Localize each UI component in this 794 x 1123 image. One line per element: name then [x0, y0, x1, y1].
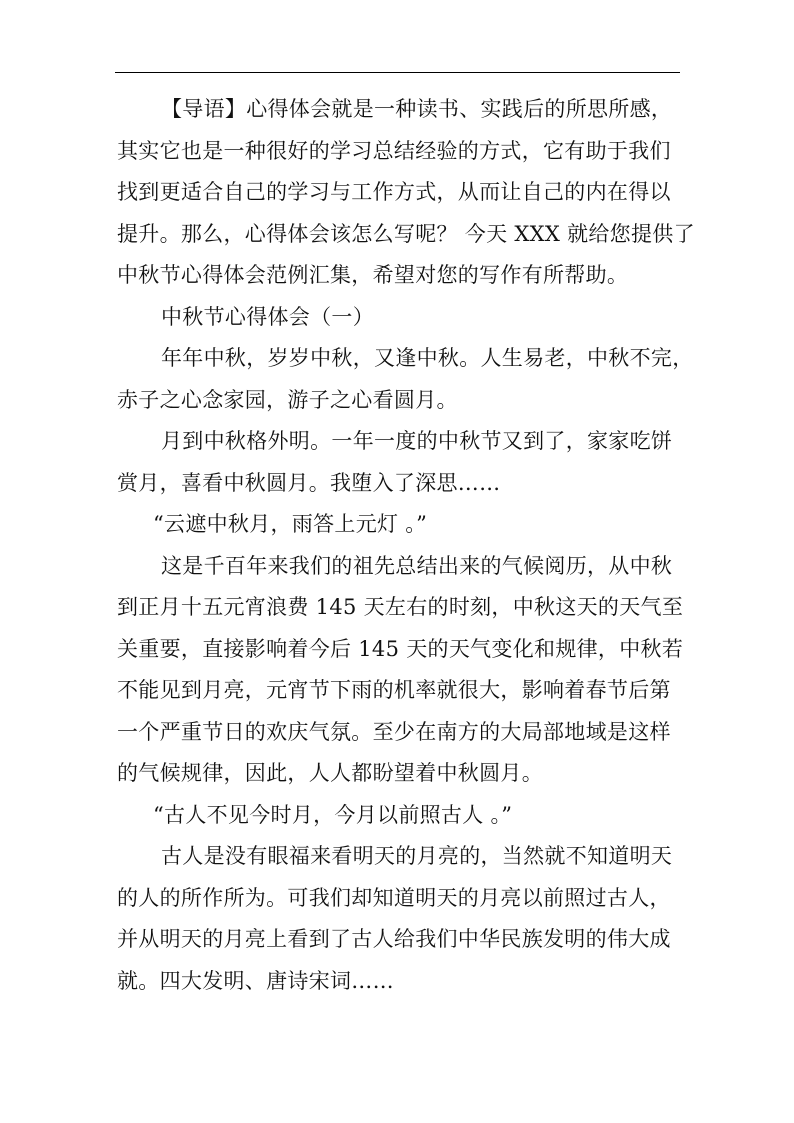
- text-line: 的气候规律，因此，人人都盼望着中秋圆月。: [117, 761, 543, 785]
- document-body: [117, 89, 695, 1002]
- text-line: 关重要，直接影响着今后 145 天的天气变化和规律，中秋若: [117, 636, 684, 661]
- text-line: 赏月，喜看中秋圆月。我堕入了深思……: [117, 470, 501, 495]
- text-line: “古人不见今时月，今月以前照古人 。”: [153, 802, 513, 827]
- text-line: 其实它也是一种很好的学习总结经验的方式，它有助于我们: [117, 138, 671, 163]
- text-line: 中秋节心得体会范例汇集，希望对您的写作有所帮助。: [117, 263, 629, 287]
- text-line: 的人的所作所为。可我们却知道明天的月亮以前照过古人，: [117, 885, 671, 910]
- text-line: 不能见到月亮，元宵节下雨的机率就很大，影响着春节后第: [117, 678, 671, 702]
- text-line: 找到更适合自己的学习与工作方式，从而让自己的内在得以: [117, 180, 671, 204]
- text-line: 这是千百年来我们的祖先总结出来的气候阅历，从中秋: [161, 553, 673, 578]
- text-line: 就。四大发明、唐诗宋词……: [117, 968, 394, 993]
- text-line: 年年中秋，岁岁中秋，又逢中秋。人生易老，中秋不完，: [161, 346, 694, 370]
- text-line: 月到中秋格外明。一年一度的中秋节又到了，家家吃饼: [161, 429, 673, 453]
- text-line: 赤子之心念家园，游子之心看圆月。: [117, 387, 458, 412]
- text-line: 到正月十五元宵浪费 145 天左右的时刻，中秋这天的天气至: [117, 595, 684, 619]
- text-line: “云遮中秋月，雨答上元灯 。”: [153, 512, 428, 536]
- header-rule: [115, 72, 680, 73]
- text-line: 一个严重节日的欢庆气氛。至少在南方的大局部地域是这样: [117, 719, 671, 744]
- text-line: 提升。那么，心得体会该怎么写呢？ 今天 XXX 就给您提供了: [117, 221, 695, 246]
- text-line: 【导语】心得体会就是一种读书、实践后的所思所感，: [161, 97, 673, 121]
- text-line: 中秋节心得体会（一）: [161, 304, 374, 329]
- text-line: 并从明天的月亮上看到了古人给我们中华民族发明的伟大成: [117, 927, 671, 951]
- text-line: 古人是没有眼福来看明天的月亮的，当然就不知道明天: [161, 844, 673, 868]
